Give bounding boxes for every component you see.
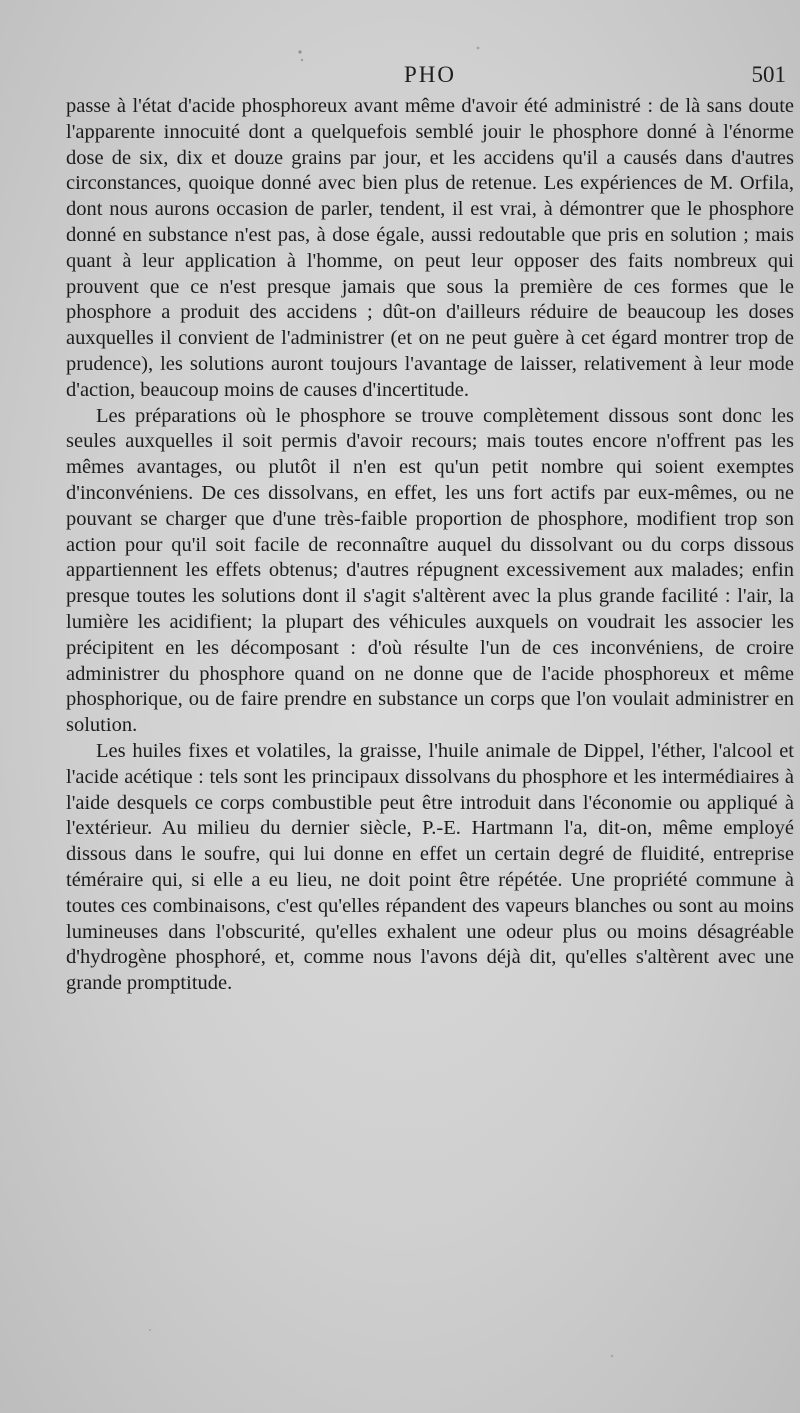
- page-header: [66, 62, 794, 94]
- paragraph-3: Les huiles fixes et volatiles, la graisse, l'huile animale de Dippel, l'éther, l'alcool et l'acide acétique : tels sont les principaux dissolvans du phosphore et les intermédiaires à l'aide desquels ce corps combustible peut être introduit dans l'économie ou appliqué à l'extérieur. Au milieu du dernier siècle, P.-E. Hartmann l'a, dit-on, même employé dissous dans le soufre, qui lui donne en effet un certain degré de fluidité, entreprise téméraire qui, si elle a eu lieu, ne doit point être répétée. Une propriété commune à toutes ces combinaisons, c'est qu'elles répandent des vapeurs blanches ou sont au moins lumineuses dans l'obscurité, qu'elles exhalent une odeur plus ou moins désagréable d'hydrogène phosphoré, et, comme nous l'avons déjà dit, qu'elles s'altèrent avec une grande promptitude.: [66, 739, 794, 995]
- body-text: [66, 94, 794, 997]
- paragraph-2: Les préparations où le phosphore se trouve complètement dissous sont donc les seules auxquelles il soit permis d'avoir recours; mais toutes encore n'offrent pas les mêmes avantages, ou plutôt il n'en est qu'un petit nombre qui soient exemptes d'inconvéniens. De ces dissolvans, en effet, les uns fort actifs par eux-mêmes, ou ne pouvant se charger que d'une très-faible proportion de phosphore, modifient trop son action pour qu'il soit facile de reconnaître auquel du dissolvant ou du corps dissous appartiennent les effets obtenus; d'autres répugnent excessivement aux malades; enfin presque toutes les solutions dont il s'agit s'altèrent avec la plus grande facilité : l'air, la lumière les acidifient; la plupart des véhicules auxquels on voudrait les associer les précipitent en les décomposant : d'où résulte l'un de ces inconvéniens, de croire administrer du phosphore quand on ne donne que de l'acide phosphoreux et même phosphorique, ou de faire prendre en substance un corps que l'on voulait administrer en solution.: [66, 404, 794, 737]
- running-head: PHO: [403, 62, 456, 87]
- paragraph-1: passe à l'état d'acide phosphoreux avant même d'avoir été administré : de là sans doute l'apparente innocuité dont a quelquefois semblé jouir le phosphore donné à l'énorme dose de six, dix et douze grains par jour, et les accidens qu'il a causés dans d'autres circonstances, quoique donné avec bien plus de retenue. Les expériences de M. Orfila, dont nous aurons occasion de parler, tendent, il est vrai, à démontrer que le phosphore donné en substance n'est pas, à dose égale, aussi redoutable que pris en solution ; mais quant à leur application à l'homme, on peut leur opposer des faits nombreux qui prouvent que ce n'est presque jamais que sous la première de ces formes que le phosphore a produit des accidens ; dût-on d'ailleurs réduire de beaucoup les doses auxquelles il convient de l'administrer (et on ne peut guère à cet égard montrer trop de prudence), les solutions auront toujours l'avantage de laisser, relativement à leur mode d'action, beaucoup moins de causes d'incertitude.: [66, 95, 794, 401]
- page-number: 501: [751, 62, 786, 87]
